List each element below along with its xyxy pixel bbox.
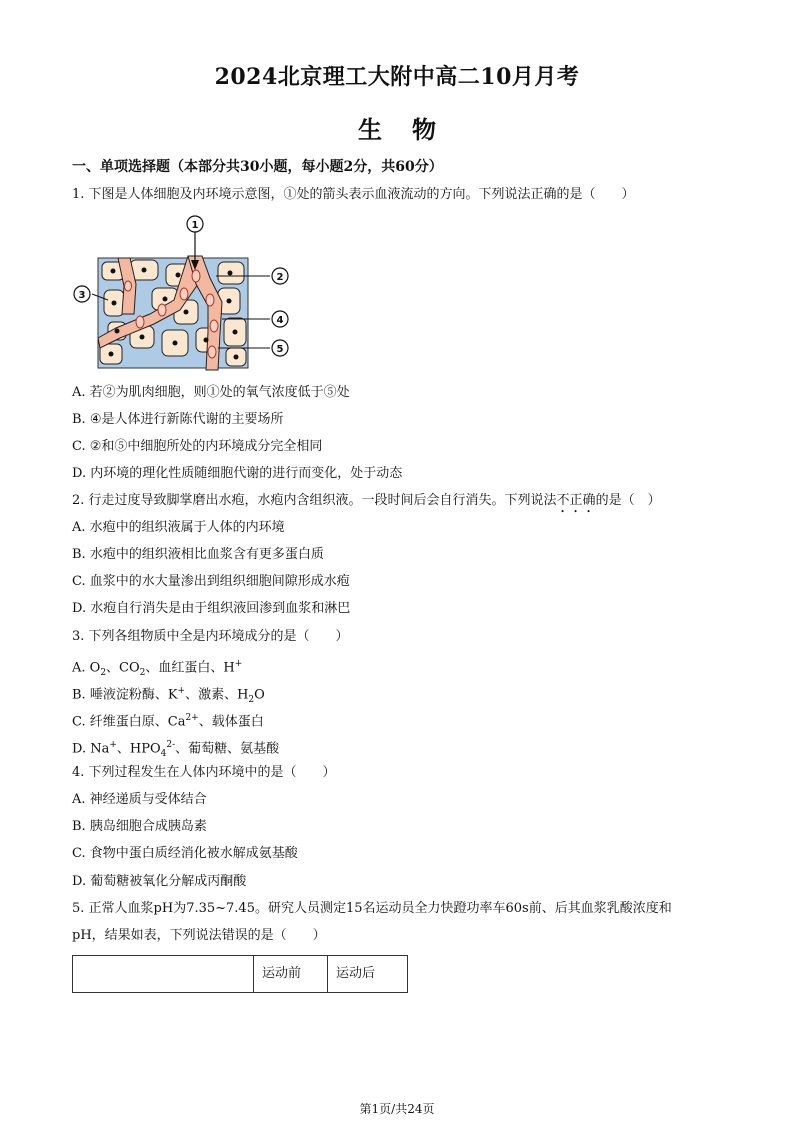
q2-stem-pre: 2. 行走过度导致脚掌磨出水疱，水疱内含组织液。一段时间后会自行消失。下列说法: [72, 493, 557, 508]
q4-stem: 4. 下列过程发生在人体内环境中的是（ ）: [72, 765, 336, 780]
q2-stem: [72, 492, 661, 516]
q4-option-c: C. 食物中蛋白质经消化被水解成氨基酸: [72, 846, 298, 861]
label-4: 4: [276, 315, 284, 326]
section-heading: 一、单项选择题（本部分共30小题，每小题2分，共60分）: [72, 159, 443, 175]
q3-option-d: D. Na+、$HPO_4^{2-}$、葡萄糖、氨基酸: [72, 740, 280, 759]
q2-option-d: D. 水疱自行消失是由于组织液回渗到血浆和淋巴: [72, 601, 351, 616]
q1-option-b: B. ④是人体进行新陈代谢的主要场所: [72, 412, 284, 427]
q2-stem-emphasis: 不正确: [556, 493, 596, 508]
body-cell-environment-diagram: [70, 214, 300, 374]
q1-stem: 1. 下图是人体细胞及内环境示意图，①处的箭头表示血液流动的方向。下列说法正确的是（ ）: [72, 187, 635, 202]
q2-option-a: A. 水疱中的组织液属于人体的内环境: [72, 520, 285, 535]
q4-option-b: B. 胰岛细胞合成胰岛素: [72, 819, 207, 834]
table-header-empty: [73, 956, 254, 993]
q4-option-d: D. 葡萄糖被氧化分解成丙酮酸: [72, 874, 247, 889]
q3-option-a: A. $O_2$、$CO_2$、血红蛋白、H+: [72, 659, 243, 678]
label-1: 1: [191, 220, 199, 231]
label-3: 3: [78, 290, 86, 301]
table-header-before: 运动前: [254, 956, 328, 993]
page-footer: 第1页/共24页: [359, 1102, 435, 1116]
q5-stem-line1: 5. 正常人血浆pH为7.35~7.45。研究人员测定15名运动员全力快蹬功率车60s前、后其血浆乳酸浓度和: [72, 901, 672, 916]
q3-option-c: C. 纤维蛋白原、$Ca^{2+}$、载体蛋白: [72, 713, 264, 730]
q1-option-c: C. ②和⑤中细胞所处的内环境成分完全相同: [72, 439, 323, 454]
q4-option-a: A. 神经递质与受体结合: [72, 792, 207, 807]
exam-title: 2024北京理工大附中高二10月月考: [214, 64, 580, 90]
subject-title: 生物: [358, 115, 466, 144]
q3-option-b: B. 唾液淀粉酶、K+、激素、$H_2O$: [72, 686, 265, 705]
q5-data-table: [72, 955, 408, 993]
q2-stem-post: 的是（ ）: [595, 493, 661, 508]
label-5: 5: [276, 344, 284, 355]
q2-option-b: B. 水疱中的组织液相比血浆含有更多蛋白质: [72, 547, 324, 562]
table-header-after: 运动后: [328, 956, 408, 993]
label-2: 2: [276, 272, 284, 283]
q1-option-d: D. 内环境的理化性质随细胞代谢的进行而变化，处于动态: [72, 466, 403, 481]
table-row: [73, 956, 408, 993]
q3-stem: 3. 下列各组物质中全是内环境成分的是（ ）: [72, 629, 349, 644]
q5-stem-line2: pH，结果如表，下列说法错误的是（ ）: [72, 928, 326, 943]
q1-option-a: A. 若②为肌肉细胞，则①处的氧气浓度低于⑤处: [72, 385, 350, 400]
q2-option-c: C. 血浆中的水大量渗出到组织细胞间隙形成水疱: [72, 574, 350, 589]
